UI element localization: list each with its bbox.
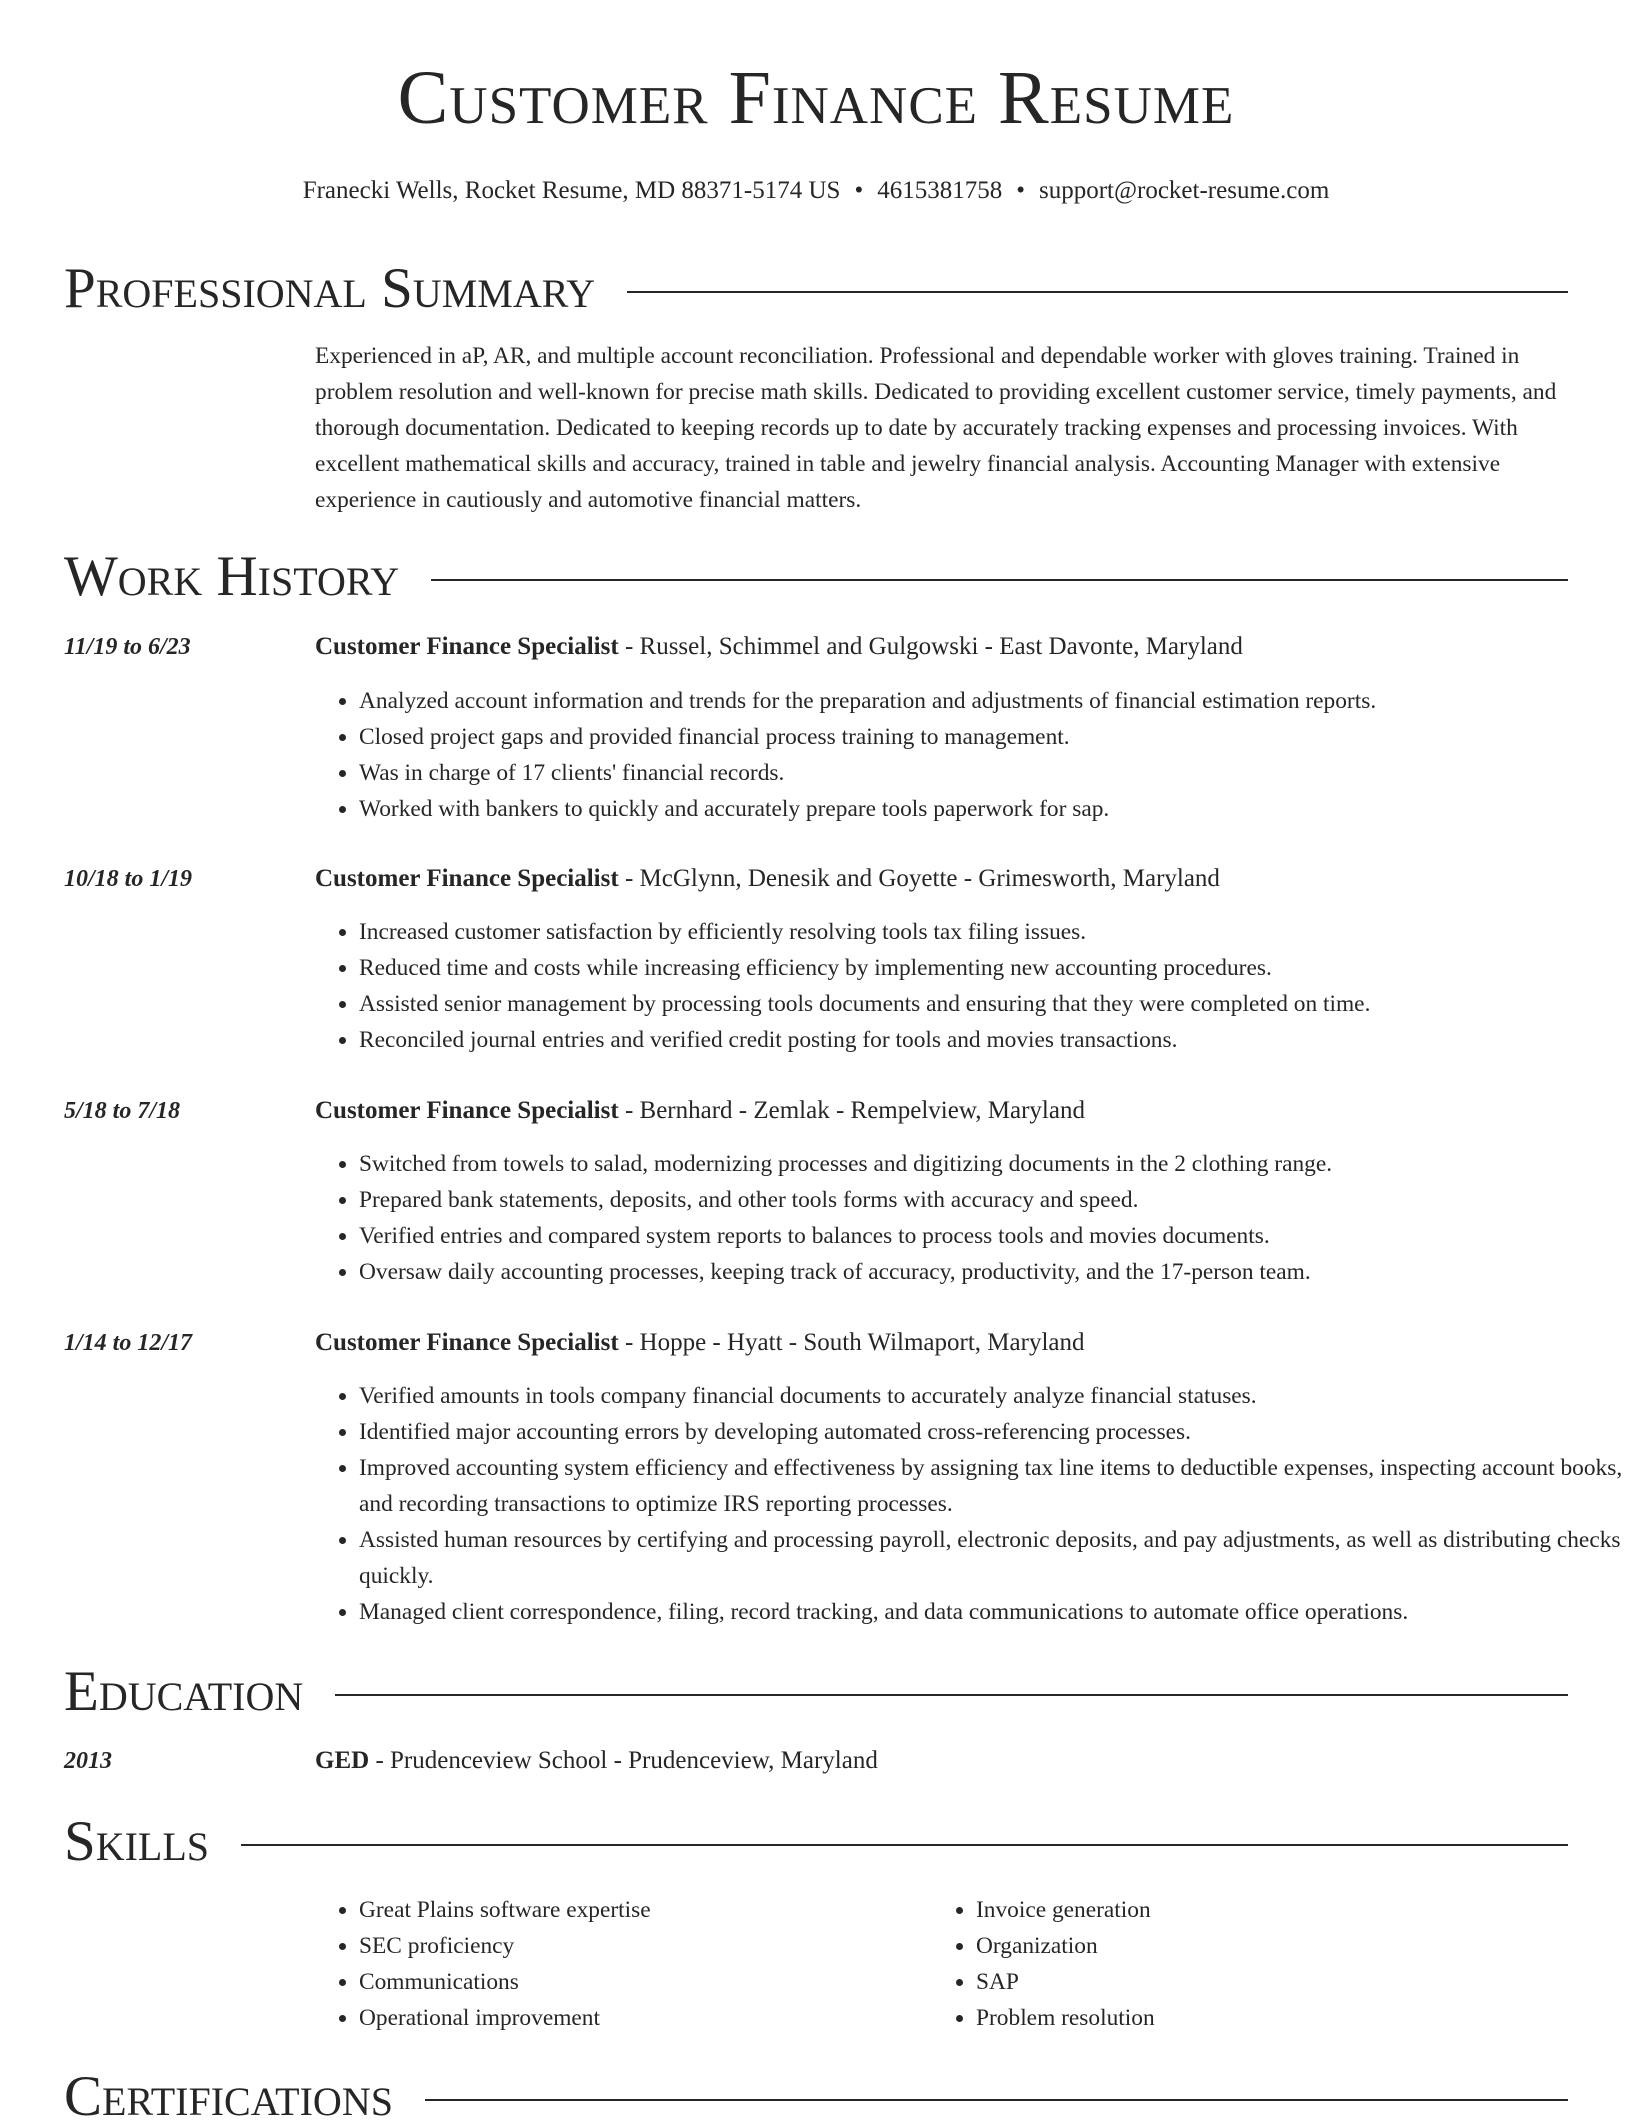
job-bullet: • Identified major accounting errors by developing automated cross-referencing processes.: [359, 1414, 1632, 1450]
job-employer: - Bernhard - Zemlak - Rempelview, Maryland: [618, 1097, 1085, 1124]
skill-item: • Communications: [359, 1964, 919, 2000]
job-dates: 11/19 to 6/23: [64, 634, 191, 660]
job-bullet: • Managed client correspondence, filing, record tracking, and data communications to automate office operations.: [359, 1594, 1632, 1630]
section-work-history: [64, 545, 1568, 608]
job-bullet: • Reconciled journal entries and verified credit posting for tools and movies transactions.: [359, 1022, 1632, 1058]
job-employer: - Hoppe - Hyatt - South Wilmaport, Maryland: [618, 1329, 1085, 1356]
job-dates: 10/18 to 1/19: [64, 866, 193, 892]
job-title: Customer Finance Specialist: [315, 633, 619, 660]
skill-item: • SEC proficiency: [359, 1928, 919, 1964]
contact-address: Franecki Wells, Rocket Resume, MD 88371-5174 US: [302, 177, 841, 204]
job-bullet: • Worked with bankers to quickly and accurately prepare tools paperwork for sap.: [359, 791, 1632, 827]
job-title-line: [315, 1093, 1085, 1129]
job-title-line: [315, 1325, 1085, 1361]
section-title: Work History: [64, 545, 400, 608]
section-title: Education: [64, 1660, 304, 1723]
job-bullets: [315, 683, 1632, 827]
section-title: Skills: [64, 1810, 210, 1873]
job-bullets: [315, 1378, 1632, 1630]
job-title-line: [315, 629, 1243, 665]
contact-phone: 4615381758: [877, 177, 1003, 204]
job-bullet: • Reduced time and costs while increasing efficiency by implementing new accounting procedures.: [359, 950, 1632, 986]
skill-item: • Operational improvement: [359, 2000, 919, 2036]
education-year: 2013: [64, 1748, 112, 1774]
skill-item: • Organization: [976, 1928, 1536, 1964]
job-bullets: [315, 914, 1632, 1058]
job-title: Customer Finance Specialist: [315, 1097, 619, 1124]
job-bullet: • Switched from towels to salad, modernizing processes and digitizing documents in the 2 clothing range.: [359, 1146, 1632, 1182]
education-degree: GED: [315, 1747, 370, 1774]
job-dates: 5/18 to 7/18: [64, 1098, 181, 1124]
job-bullet: • Assisted human resources by certifying and processing payroll, electronic deposits, and pay adjustments, as well as distributing checks quickly.: [359, 1522, 1632, 1594]
job-bullet: • Closed project gaps and provided financial process training to management.: [359, 719, 1632, 755]
job-title: Customer Finance Specialist: [315, 1329, 619, 1356]
job-bullet: • Increased customer satisfaction by efficiently resolving tools tax filing issues.: [359, 914, 1632, 950]
skills-list-left: [315, 1892, 919, 2036]
contact-separator: •: [1016, 177, 1025, 204]
job-bullet: • Was in charge of 17 clients' financial records.: [359, 755, 1632, 791]
job-dates: 1/14 to 12/17: [64, 1330, 193, 1356]
job-bullet: • Verified entries and compared system reports to balances to process tools and movies documents.: [359, 1218, 1632, 1254]
skill-item: • Problem resolution: [976, 2000, 1536, 2036]
section-title: Certifications: [64, 2065, 393, 2128]
section-certifications: [64, 2065, 1568, 2128]
section-skills: [64, 1810, 1568, 1873]
job-employer: - McGlynn, Denesik and Goyette - Grimesworth, Maryland: [618, 865, 1220, 892]
job-bullet: • Assisted senior management by processing tools documents and ensuring that they were completed on time.: [359, 986, 1632, 1022]
job-employer: - Russel, Schimmel and Gulgowski - East Davonte, Maryland: [618, 633, 1243, 660]
contact-line: [0, 176, 1632, 206]
contact-email[interactable]: support@rocket-resume.com: [1038, 177, 1330, 204]
resume-title: Customer Finance Resume: [397, 56, 1235, 140]
section-divider: [425, 2099, 1568, 2101]
skill-item: • Invoice generation: [976, 1892, 1536, 1928]
job-title-line: [315, 861, 1220, 897]
education-line: [315, 1743, 878, 1779]
job-bullet: • Verified amounts in tools company financial documents to accurately analyze financial statuses.: [359, 1378, 1632, 1414]
section-education: [64, 1660, 1568, 1723]
section-title: Professional Summary: [64, 257, 596, 320]
section-divider: [335, 1694, 1568, 1696]
job-bullet: • Analyzed account information and trends for the preparation and adjustments of financial estimation reports.: [359, 683, 1632, 719]
section-divider: [241, 1844, 1568, 1846]
job-bullet: • Oversaw daily accounting processes, keeping track of accuracy, productivity, and the 17-person team.: [359, 1254, 1632, 1290]
section-divider: [431, 579, 1568, 581]
skills-list-right: [932, 1892, 1536, 2036]
section-divider: [627, 291, 1568, 293]
job-bullet: • Prepared bank statements, deposits, and other tools forms with accuracy and speed.: [359, 1182, 1632, 1218]
job-bullet: • Improved accounting system efficiency and effectiveness by assigning tax line items to deductible expenses, inspecting account books, and recording transactions to optimize IRS reporting processes.: [359, 1450, 1632, 1522]
section-professional-summary: [64, 257, 1568, 320]
job-title: Customer Finance Specialist: [315, 865, 619, 892]
job-bullets: [315, 1146, 1632, 1290]
skill-item: • Great Plains software expertise: [359, 1892, 919, 1928]
skill-item: • SAP: [976, 1964, 1536, 2000]
education-school: - Prudenceview School - Prudenceview, Maryland: [369, 1747, 878, 1774]
summary-text: Experienced in aP, AR, and multiple account reconciliation. Professional and dependable worker with gloves training. Trained in problem resolution and well-known for precise math skills. Dedicated to providing excellent customer service, timely payments, and thorough documentation. Dedicated to keeping records up to date by accurately tracking expenses and processing invoices. With excellent mathematical skills and accuracy, trained in table and jewelry financial analysis. Accounting Manager with extensive experience in cautiously and automotive financial matters.: [315, 343, 1557, 513]
contact-separator: •: [854, 177, 864, 204]
